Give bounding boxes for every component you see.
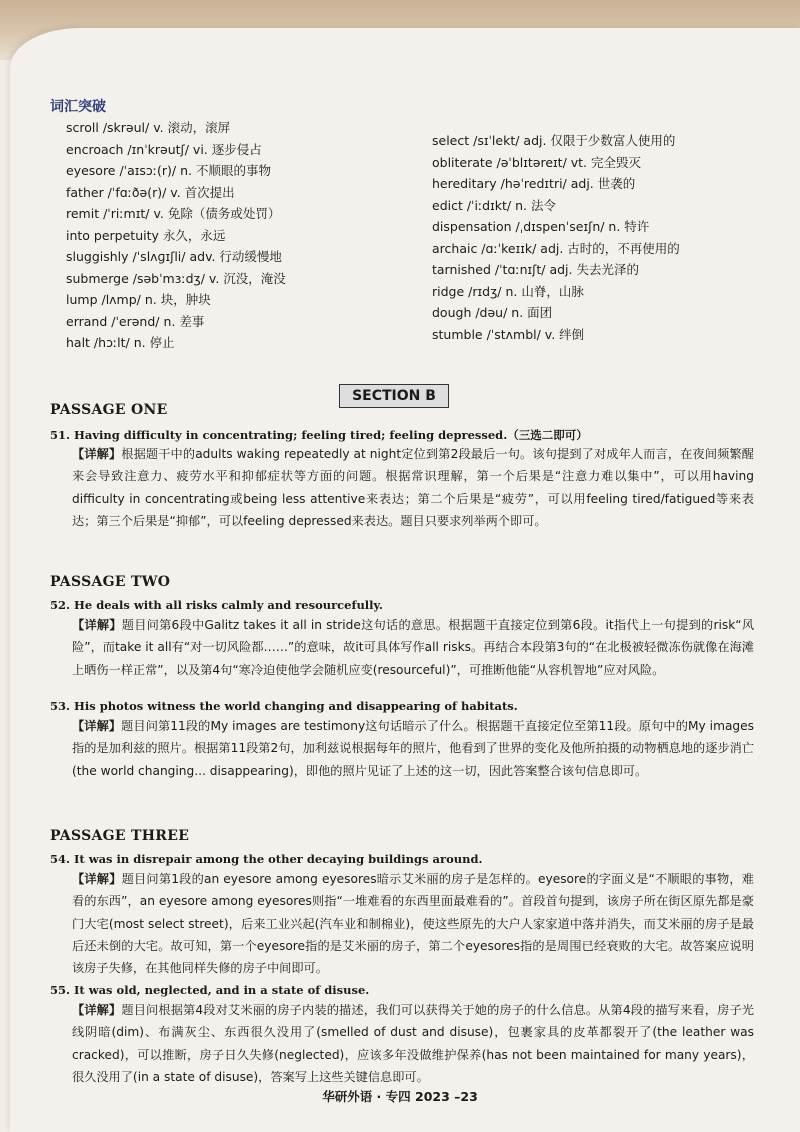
question-51: 51. Having difficulty in concentrating; feeling tired; feeling depressed.（三选二即可） xyxy=(50,428,588,442)
page-footer: 华研外语 · 专四 2023 –23 xyxy=(322,1089,478,1104)
explanation-52 xyxy=(72,614,754,681)
vocab-item: father /ˈfɑːðə(r)/ v. 首次提出 xyxy=(66,184,235,200)
vocab-item: dispensation /ˌdɪspenˈseɪʃn/ n. 特许 xyxy=(432,219,650,234)
vocab-list-left xyxy=(66,117,286,354)
vocab-item: sluggishly /ˈslʌɡɪʃli/ adv. 行动缓慢地 xyxy=(66,249,282,264)
vocab-item: errand /ˈerənd/ n. 差事 xyxy=(66,313,205,329)
passage-one-heading: PASSAGE ONE xyxy=(50,402,168,418)
explanation-text: 题目问根据第4段对艾米丽的房子内装的描述，我们可以获得关于她的房子的什么信息。从第4段的描写来看，房子光线阴暗(dim)、布满灰尘、东西很久没用了(smelled of dust and disuse)，包裹家具的皮革都裂开了(the leather was cracked)，可以推断，房子日久失修(neglected)，应该多年没做维护保养(has not been maintained for many years)，很久没用了(in a state of disuse)，答案写上这些关键信息即可。 xyxy=(72,1003,754,1084)
explanation-53 xyxy=(72,715,754,782)
explanation-54 xyxy=(72,868,754,979)
vocab-item: select /sɪˈlekt/ adj. 仅限于少数富人使用的 xyxy=(432,133,676,148)
vocab-item: obliterate /əˈblɪtəreɪt/ vt. 完全毁灭 xyxy=(432,154,641,170)
explanation-tag: 【详解】 xyxy=(72,719,122,733)
vocab-item: tarnished /ˈtɑːnɪʃt/ adj. 失去光泽的 xyxy=(432,262,639,277)
vocab-item: archaic /ɑːˈkeɪɪk/ adj. 古时的，不再使用的 xyxy=(432,240,680,256)
explanation-text: 题目问第6段中Galitz takes it all in stride这句话的意思。根据题干直接定位到第6段。it指代上一句提到的risk“风险”，而take it all有“对一切风险都……”的意味，故it可具体写作all risks。再结合本段第3句的“在北极被轻微冻伤就像在海滩上晒伤一样正常”，以及第4句“寒冷迫使他学会随机应变(resourceful)”，可推断他能“从容机智地”应对风险。 xyxy=(72,618,755,677)
question-55: 55. It was old, neglected, and in a state of disuse. xyxy=(50,983,370,997)
explanation-text: 题目问第1段的an eyesore among eyesores暗示艾米丽的房子是怎样的。eyesore的字面义是“不顺眼的事物，难看的东西”，an eyesore among eyesores则指“一堆难看的东西里面最难看的”。首段首句提到，该房子所在街区原先都是豪门大宅(most select street)，后来工业兴起(汽车业和制棉业)，使这些原先的大户人家家道中落并消失，而艾米丽的房子是最后还未倒的大宅。故可知，第一个eyesore指的是艾米丽的房子，第二个eyesores指的是周围已经衰败的大宅。故答案应说明该房子失修，在其他同样失修的房子中间即可。 xyxy=(72,872,754,976)
vocab-item: submerge /səbˈmɜːdʒ/ v. 沉没，淹没 xyxy=(66,270,286,286)
section-heading: SECTION B xyxy=(339,384,449,408)
explanation-tag: 【详解】 xyxy=(72,872,122,886)
vocab-item: dough /dəu/ n. 面团 xyxy=(432,305,553,320)
vocab-item: ridge /rɪdʒ/ n. 山脊，山脉 xyxy=(432,283,584,299)
explanation-tag: 【详解】 xyxy=(72,447,122,461)
explanation-text: 题目问第11段的My images are testimony这句话暗示了什么。根据题干直接定位至第11段。原句中的My images指的是加利兹的照片。根据第11段第2句，加利兹说根据每年的照片，他看到了世界的变化及他所拍摄的动物栖息地的逐步消亡(the world changing... disappearing)，即他的照片见证了上述的这一切，因此答案整合该句信息即可。 xyxy=(72,719,754,778)
vocab-item: halt /hɔːlt/ n. 停止 xyxy=(66,335,175,350)
passage-two-heading: PASSAGE TWO xyxy=(50,574,171,590)
explanation-55 xyxy=(72,999,754,1088)
vocab-item: hereditary /həˈredɪtri/ adj. 世袭的 xyxy=(432,176,636,191)
explanation-tag: 【详解】 xyxy=(72,1003,122,1017)
vocab-item: stumble /ˈstʌmbl/ v. 绊倒 xyxy=(432,326,585,342)
explanation-tag: 【详解】 xyxy=(72,618,122,632)
vocab-item: scroll /skrəul/ v. 滚动，滚屏 xyxy=(66,120,231,135)
passage-three-heading: PASSAGE THREE xyxy=(50,828,190,844)
explanation-text: 根据题干中的adults waking repeatedly at night定位到第2段最后一句。该句提到了对成年人而言，在夜间频繁醒来会导致注意力、疲劳水平和抑郁症状等方面的问题。根据常识理解，第一个后果是“注意力难以集中”，可以用having difficulty in concentrating或being less attentive来表达；第二个后果是“疲劳”，可以用feeling tired/fatigued等来表达；第三个后果是“抑郁”，可以feeling depressed来表达。题目只要求列举两个即可。 xyxy=(72,447,754,528)
vocab-item: remit /ˈriːmɪt/ v. 免除（债务或处罚） xyxy=(66,206,281,221)
question-53: 53. His photos witness the world changing and disappearing of habitats. xyxy=(50,699,518,713)
vocab-title: 词汇突破 xyxy=(50,99,106,115)
vocab-list-right xyxy=(432,130,680,345)
question-52: 52. He deals with all risks calmly and resourcefully. xyxy=(50,598,383,612)
vocab-item: eyesore /ˈaɪsɔː(r)/ n. 不顺眼的事物 xyxy=(66,163,271,178)
vocab-item: edict /ˈiːdɪkt/ n. 法令 xyxy=(432,197,556,213)
vocab-item: lump /lʌmp/ n. 块，肿块 xyxy=(66,292,211,307)
vocab-item: into perpetuity 永久，永远 xyxy=(66,227,226,243)
question-54: 54. It was in disrepair among the other decaying buildings around. xyxy=(50,852,483,866)
vocab-item: encroach /ɪnˈkrəutʃ/ vi. 逐步侵占 xyxy=(66,141,262,157)
explanation-51 xyxy=(72,443,754,532)
